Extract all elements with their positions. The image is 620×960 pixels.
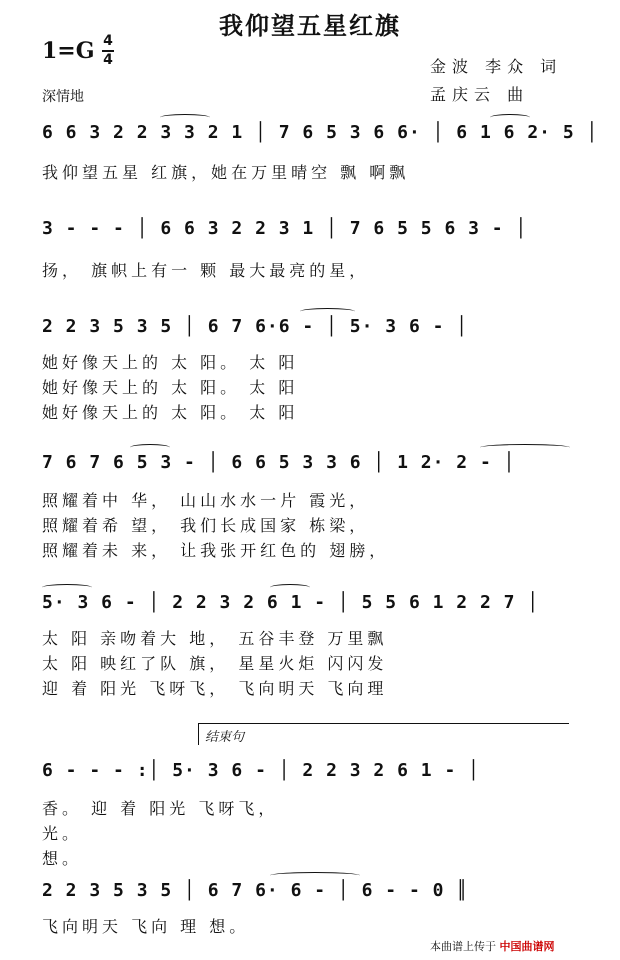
key-signature: 1=G	[42, 38, 95, 64]
lyric-row-3-line-2: 她好像天上的 太 阳。 太 阳	[42, 378, 299, 397]
slur-arc	[300, 308, 355, 315]
time-signature	[102, 34, 114, 68]
slur-arc	[490, 114, 530, 121]
lyric-row-4-line-3: 照耀着未 来， 让我张开红色的 翅膀，	[42, 541, 390, 560]
notation-row-2: 3 - - - │ 6 6 3 2 2 3 1 │ 7 6 5 5 6 3 - │	[42, 218, 528, 239]
slur-arc	[480, 444, 570, 451]
footer-credit	[430, 938, 555, 954]
lyric-row-5-line-3: 迎 着 阳光 飞呀飞， 飞向明天 飞向理	[42, 679, 388, 698]
composer-credit: 孟庆云 曲	[430, 85, 530, 104]
lyric-row-6-line-2: 光。	[42, 824, 83, 843]
slur-arc	[42, 584, 92, 591]
lyric-row-6-line-3: 想。	[42, 849, 83, 868]
footer-prefix: 本曲谱上传于	[430, 940, 496, 953]
lyric-row-7-line-1: 飞向明天 飞向 理 想。	[42, 917, 250, 936]
ending-bracket: 结束句	[198, 723, 569, 745]
lyric-row-5-line-2: 太 阳 映红了队 旗， 星星火炬 闪闪发	[42, 654, 388, 673]
notation-row-5: 5· 3 6 - │ 2 2 3 2 6 1 - │ 5 5 6 1 2 2 7 │	[42, 592, 540, 613]
lyric-row-4-line-2: 照耀着希 望， 我们长成国家 栋梁，	[42, 516, 370, 535]
lyric-row-3-line-3: 她好像天上的 太 阳。 太 阳	[42, 403, 299, 422]
notation-row-6: 6 - - - :│ 5· 3 6 - │ 2 2 3 2 6 1 - │	[42, 760, 480, 781]
lyricist-credit: 金波 李众 词	[430, 57, 563, 76]
lyric-row-6-line-1: 香。 迎 着 阳光 飞呀飞，	[42, 799, 279, 818]
slur-arc	[270, 872, 360, 879]
slur-arc	[160, 114, 210, 121]
footer-site: 中国曲谱网	[499, 940, 555, 953]
lyric-row-1-line-1: 我仰望五星 红旗，她在万里晴空 飘 啊飘	[42, 163, 410, 182]
page-title: 我仰望五星红旗	[219, 12, 401, 40]
tempo-marking: 深情地	[42, 89, 84, 105]
slur-arc	[270, 584, 310, 591]
notation-row-1: 6 6 3 2 2 3 3 2 1 │ 7 6 5 3 6 6· │ 6 1 6 2· 5 │	[42, 122, 599, 143]
lyric-row-4-line-1: 照耀着中 华， 山山水水一片 霞光，	[42, 491, 370, 510]
time-numerator: 4	[103, 33, 113, 49]
lyric-row-2-line-1: 扬， 旗帜上有一 颗 最大最亮的星，	[42, 261, 370, 280]
lyric-row-5-line-1: 太 阳 亲吻着大 地， 五谷丰登 万里飘	[42, 629, 388, 648]
notation-row-7: 2 2 3 5 3 5 │ 6 7 6· 6 - │ 6 - - 0 ║	[42, 880, 469, 901]
lyric-row-3-line-1: 她好像天上的 太 阳。 太 阳	[42, 353, 299, 372]
time-denominator: 4	[103, 52, 113, 68]
slur-arc	[130, 444, 170, 451]
notation-row-3: 2 2 3 5 3 5 │ 6 7 6·6 - │ 5· 3 6 - │	[42, 316, 469, 337]
notation-row-4: 7 6 7 6 5 3 - │ 6 6 5 3 3 6 │ 1 2· 2 - │	[42, 452, 516, 473]
